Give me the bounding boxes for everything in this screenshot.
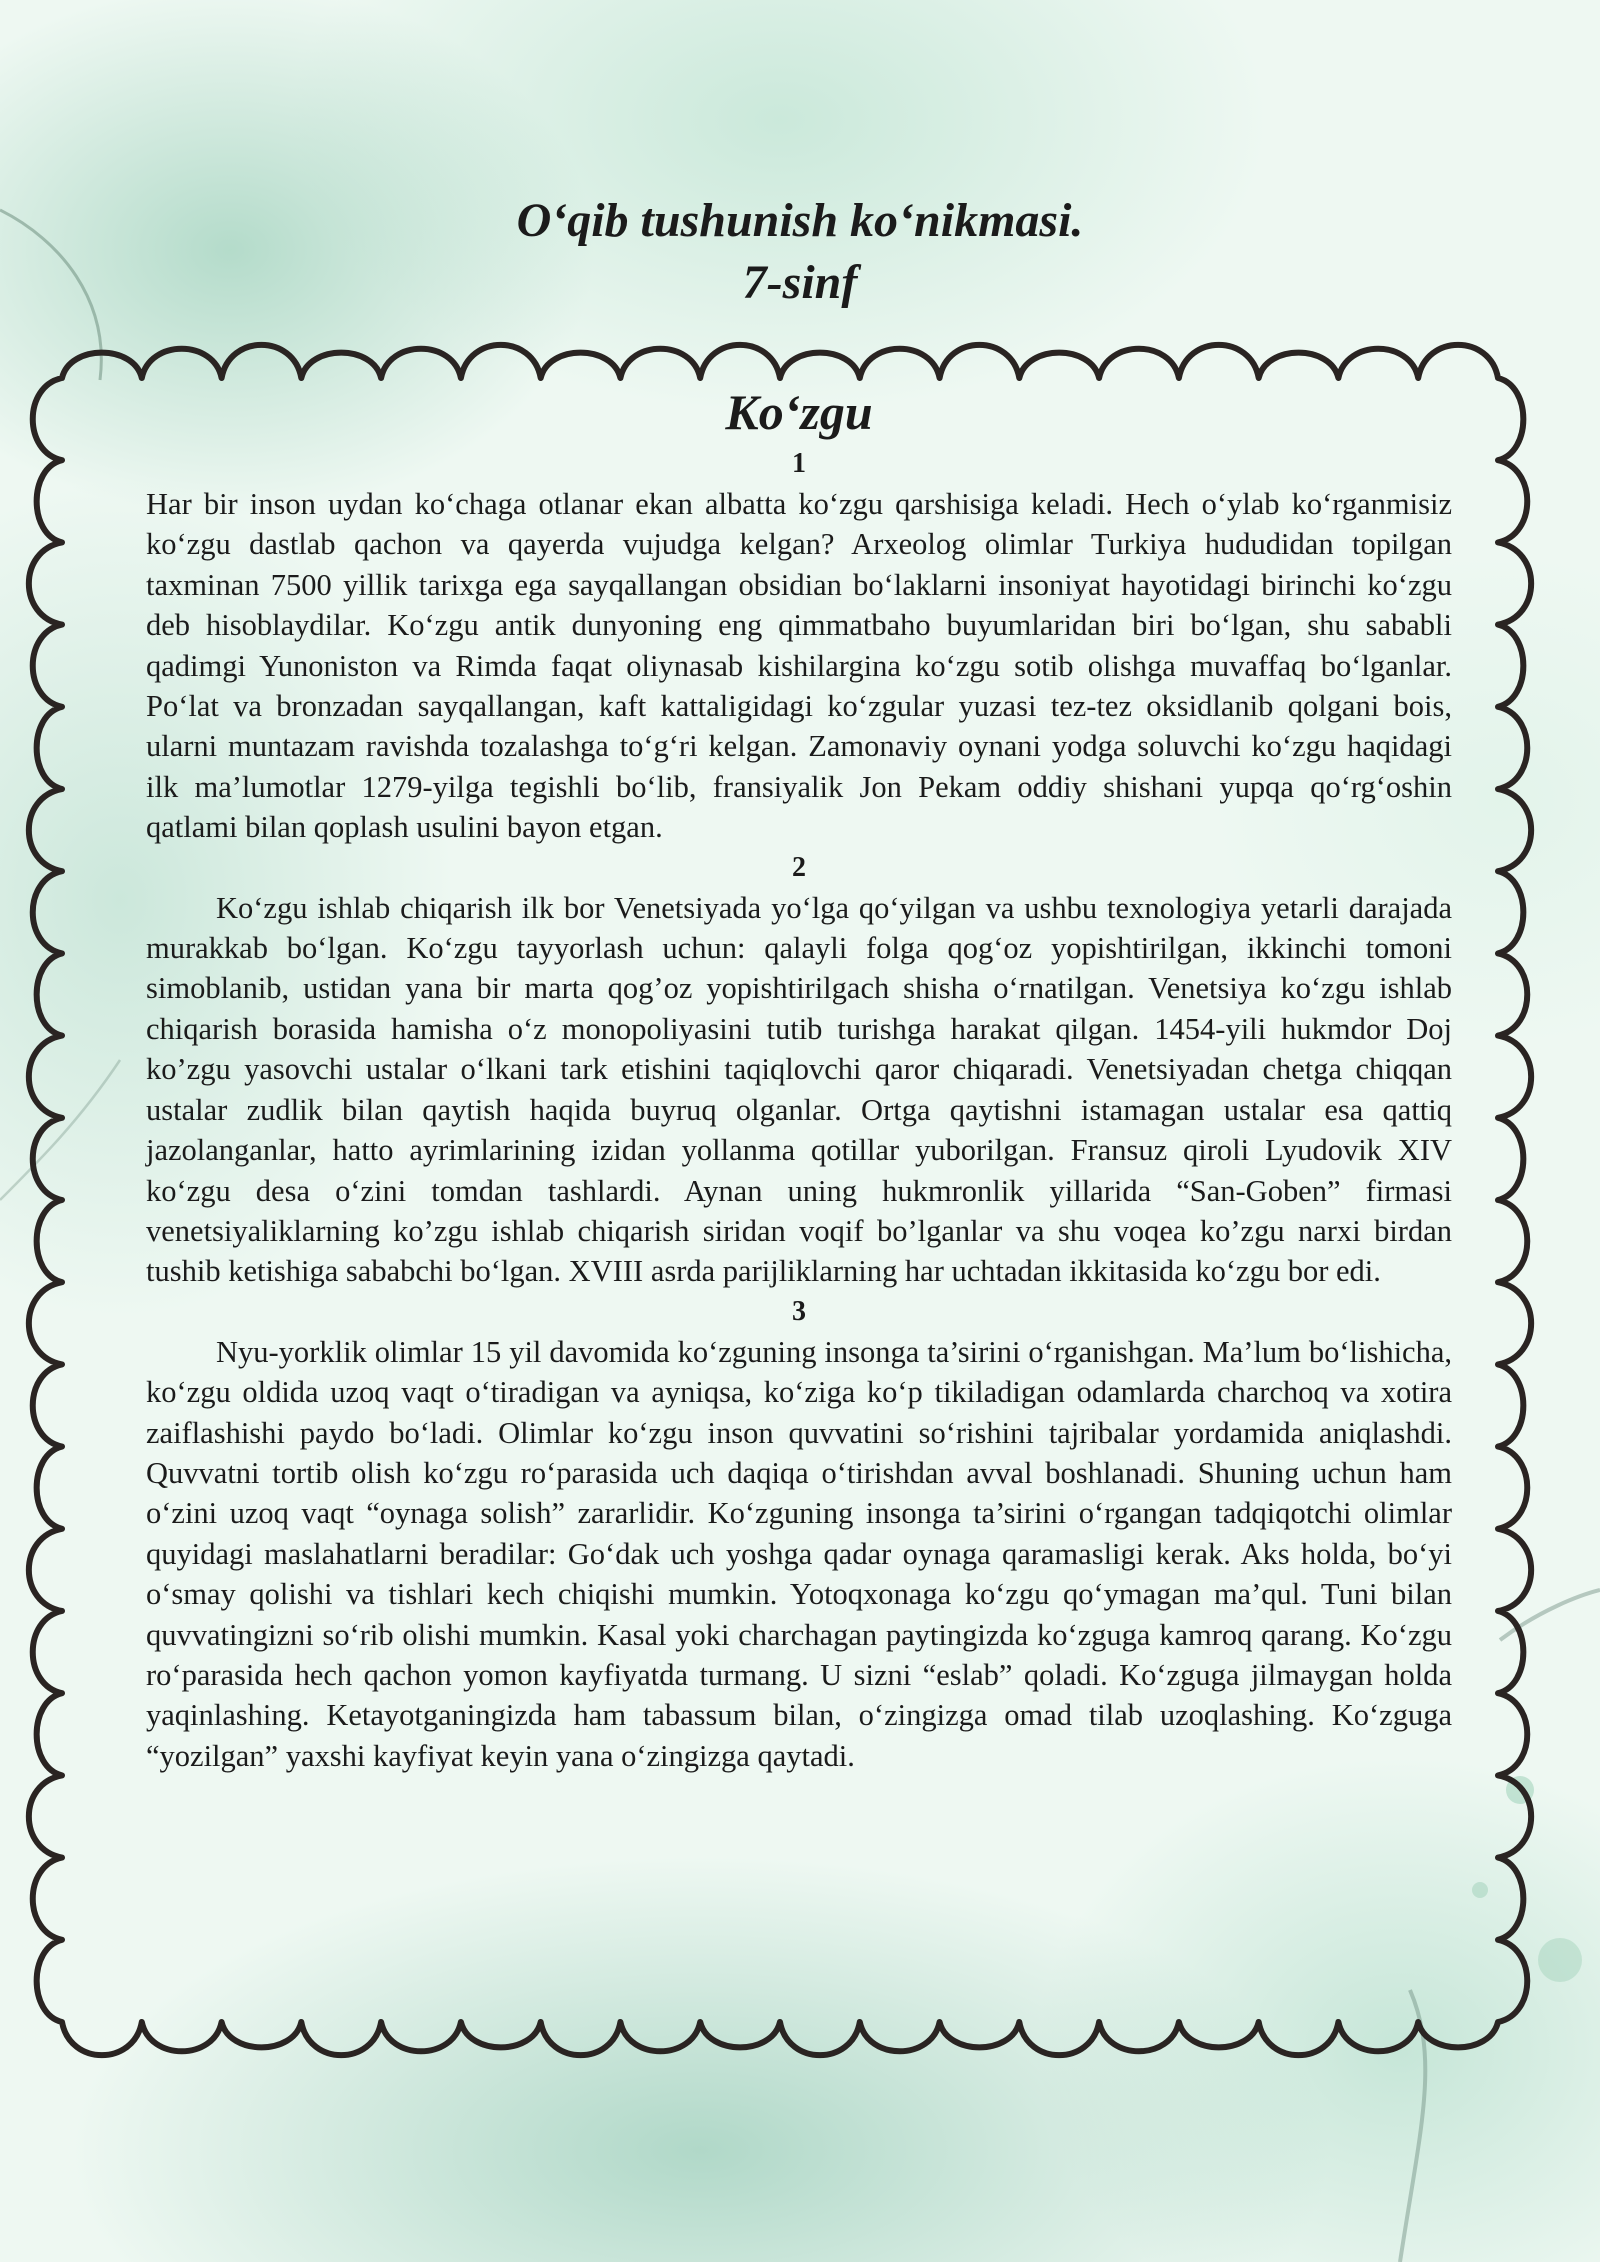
grade-label: 7-sinf [742,256,858,309]
article-title: Ko‘zgu [725,384,873,440]
section-paragraph-2: Ko‘zgu ishlab chiqarish ilk bor Venetsiyada yo‘lga qo‘yilgan va ushbu texnologiya yetarli darajada murakkab bo‘lgan. Ko‘zgu tayyorlash uchun: qalayli folga qog‘oz yopishtirilgan, ikkinchi tomoni simoblanib, ustidan yana bir marta qog’oz yopishtirilgach shisha o‘rnatilgan. Venetsiya ko‘zgu ishlab chiqarish borasida hamisha o‘z monopoliyasini tutib turishga harakat qilgan. 1454-yili hukmdor Doj ko’zgu yasovchi ustalar o‘lkani tark etishini taqiqlovchi qaror chiqaradi. Venetsiyadan chetga chiqqan ustalar zudlik bilan qaytish haqida buyruq olganlar. Ortga qaytishni istamagan ustalar esa qattiq jazolanganlar, hatto ayrimlarining izidan yollanma qotillar yuborilgan. Fransuz qiroli Lyudovik XIV ko‘zgu desa o‘zini tomdan tashlardi. Aynan uning hukmronlik yillarida “San-Goben” firmasi venetsiyaliklarning ko’zgu ishlab chiqarish siridan voqif bo’lganlar va shu voqea ko’zgu narxi birdan tushib ketishiga sababchi bo‘lgan. XVIII asrda parijliklarning har uchtadan ikkitasida ko‘zgu bor edi. [146,890,1452,1289]
section-number-3: 3 [792,1295,806,1327]
section-number-1: 1 [792,448,806,479]
section-number-2: 2 [792,851,806,883]
article-content [146,382,1452,1780]
section-paragraph-1: Har bir inson uydan ko‘chaga otlanar ekan albatta ko‘zgu qarshisiga keladi. Hech o‘ylab ko‘rganmisiz ko‘zgu dastlab qachon va qayerda vujudga kelgan? Arxeolog olimlar Turkiya hududidan topilgan taxminan 7500 yillik tarixga ega sayqallangan obsidian bo‘laklarni insoniyat hayotidagi birinchi ko‘zgu deb hisoblaydilar. Ko‘zgu antik dunyoning eng qimmatbaho buyumlaridan biri bo‘lgan, shu sababli qadimgi Yunoniston va Rimda faqat oliynasab kishilargina ko‘zgu sotib olishga muvaffaq bo‘lganlar. Po‘lat va bronzadan sayqallangan, kaft kattaligidagi ko‘zgular yuzasi tez-tez oksidlanib qolgani bois, ularni muntazam ravishda tozalashga to‘g‘ri kelgan. Zamonaviy oynani yodga soluvchi ko‘zgu haqidagi ilk ma’lumotlar 1279-yilga tegishli bo‘lib, fransiyalik Jon Pekam oddiy shishani yupqa qo‘rg‘oshin qatlami bilan qoplash usulini bayon etgan. [146,487,1452,845]
worksheet-title: O‘qib tushunish ko‘nikmasi. [516,194,1084,247]
section-paragraph-3: Nyu-yorklik olimlar 15 yil davomida ko‘zguning insonga ta’sirini o‘rganishgan. Ma’lum bo‘lishicha, ko‘zgu oldida uzoq vaqt o‘tiradigan va ayniqsa, ko‘ziga ko‘p tikiladigan odamlarda charchoq va xotira zaiflashishi paydo bo‘ladi. Olimlar ko‘zgu inson quvvatini so‘rishini tajribalar yordamida aniqlashdi. Quvvatni tortib olish ko‘zgu ro‘parasida uch daqiqa o‘tirishdan avval boshlanadi. Shuning uchun ham o‘zini uzoq vaqt “oynaga solish” zararlidir. Ko‘zguning insonga ta’sirini o‘rgangan tadqiqotchi olimlar quyidagi maslahatlarni beradilar: Go‘dak uch yoshga qadar oynaga qaramasligi kerak. Aks holda, bo‘yi o‘smay qolishi va tishlari kech chiqishi mumkin. Yotoqxonaga ko‘zgu qo‘ymagan ma’qul. Tuni bilan quvvatingizni so‘rib olishi mumkin. Kasal yoki charchagan paytingizda ko‘zguga kamroq qarang. Ko‘zgu ro‘parasida hech qachon yomon kayfiyatda turmang. U sizni “eslab” qoladi. Ko‘zguga jilmaygan holda yaqinlashing. Ketayotganingizda ham tabassum bilan, o‘zingizga omad tilab uzoqlashing. Ko‘zguga “yozilgan” yaxshi kayfiyat keyin yana o‘zingizga qaytadi. [146,1334,1452,1773]
